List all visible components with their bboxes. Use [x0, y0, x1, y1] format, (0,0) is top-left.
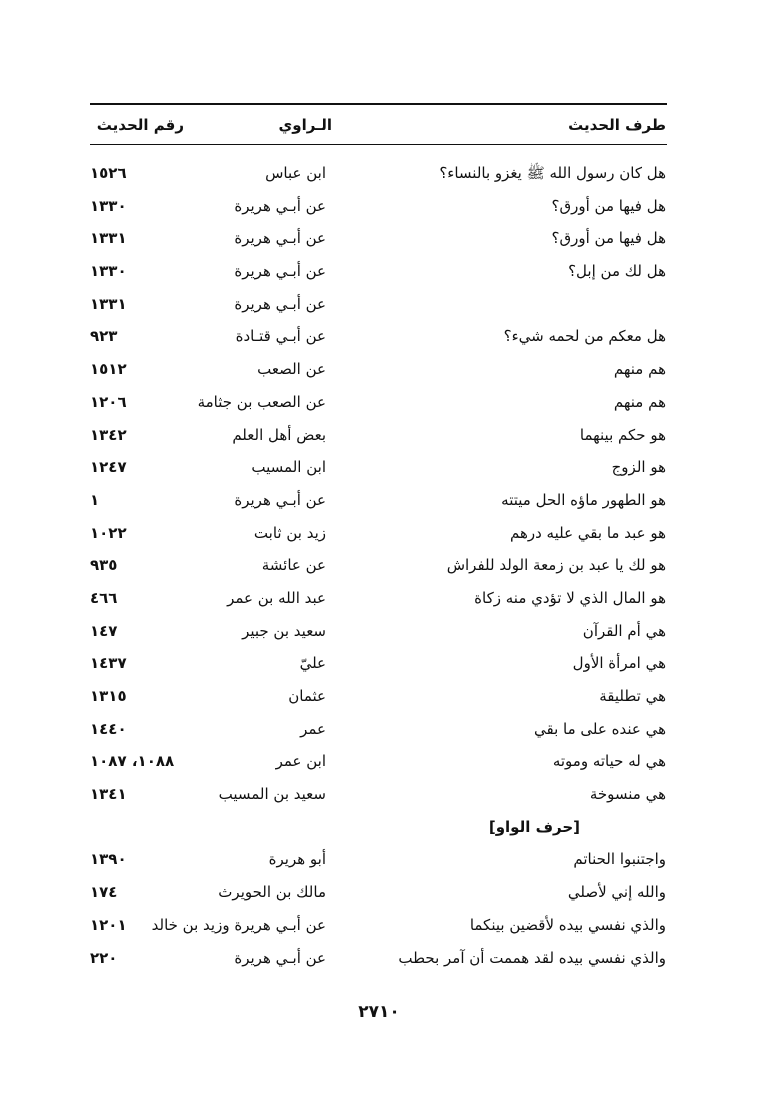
table-row	[90, 944, 666, 977]
number-cell: ١٣٩٠	[90, 850, 127, 869]
table-header	[90, 116, 666, 140]
table-row	[90, 780, 666, 813]
narrator-cell: عن الصعب بن جثامة	[197, 392, 326, 411]
hadith-cell: [حرف الواو]	[488, 817, 580, 836]
narrator-cell: بعض أهل العلم	[232, 425, 326, 444]
number-cell: ١٣١٥	[90, 687, 127, 705]
narrator-cell: عن أبـي قتـادة	[235, 327, 326, 346]
hadith-cell: هم منهم	[613, 392, 666, 411]
hadith-cell: هي امرأة الأول	[572, 654, 666, 673]
number-cell: ١٢٠١	[90, 915, 127, 934]
hadith-cell: والذي نفسي بيده لقد هممت أن آمر بحطب	[398, 948, 666, 967]
narrator-cell: عن أبـي هريرة	[234, 948, 326, 967]
number-cell: ١٤٤٠	[90, 719, 127, 738]
header-rule	[90, 144, 667, 145]
header-number: رقم الحديث	[96, 116, 184, 134]
narrator-cell: زيد بن ثابت	[253, 523, 326, 542]
narrator-cell: عن أبـي هريرة	[234, 196, 326, 215]
number-cell: ١٢٤٧	[90, 458, 127, 477]
hadith-cell: هل لك من إبل؟	[568, 262, 666, 281]
number-cell: ٢٢٠	[90, 948, 118, 967]
narrator-cell: عن أبـي هريرة	[234, 262, 326, 281]
table-row	[90, 355, 666, 388]
number-cell: ١٣٣١	[90, 294, 127, 313]
number-cell: ١٤٧	[90, 621, 118, 640]
table-row	[90, 486, 666, 519]
number-cell: ٤٦٦	[90, 588, 118, 607]
number-cell: ١٢٠٦	[90, 392, 127, 411]
table-row	[90, 878, 666, 911]
header-hadith: طرف الحديث	[568, 116, 666, 134]
hadith-cell: والله إني لأصلي	[567, 883, 666, 902]
number-cell: ٩٣٥	[90, 556, 118, 575]
hadith-cell: هو لك يا عبد بن زمعة الولد للفراش	[446, 556, 666, 575]
number-cell: ١٤٣٧	[90, 654, 127, 673]
narrator-cell: عن الصعب	[257, 360, 326, 379]
number-cell: ١٧٤	[90, 883, 118, 902]
top-rule	[90, 103, 667, 105]
table-row	[90, 682, 666, 715]
number-cell: ١٥٢٦	[90, 164, 127, 182]
hadith-cell: هو الطهور ماؤه الحل ميتته	[501, 490, 666, 509]
narrator-cell: ابن عمر	[275, 752, 326, 771]
number-cell: ١٣٣٠	[90, 196, 127, 215]
table-row	[90, 388, 666, 421]
narrator-cell: ابن المسيب	[251, 458, 326, 477]
narrator-cell: عن أبـي هريرة	[234, 294, 326, 313]
hadith-cell: هو المال الذي لا تؤدي منه زكاة	[474, 588, 666, 607]
table-row	[90, 584, 666, 617]
table-row	[90, 257, 666, 290]
narrator-cell: عن أبـي هريرة وزيد بن خالد	[151, 915, 326, 934]
table-row	[90, 911, 666, 944]
narrator-cell: عن أبـي هريرة	[234, 490, 326, 509]
table-row	[90, 290, 666, 323]
number-cell: ١٣٣٠	[90, 262, 127, 281]
number-cell: ١	[90, 490, 100, 509]
number-cell: ١٠٨٨، ١٠٨٧	[90, 752, 175, 771]
hadith-cell: هي عنده على ما بقي	[534, 719, 666, 738]
table-row	[90, 192, 666, 225]
number-cell: ١٠٢٢	[90, 523, 127, 542]
number-cell: ١٣٤٢	[90, 425, 127, 444]
number-cell: ٩٢٣	[90, 327, 118, 346]
narrator-cell: عبد الله بن عمر	[227, 588, 326, 607]
number-cell: ١٣٣١	[90, 229, 127, 248]
table-row	[90, 617, 666, 650]
hadith-cell: هو عبد ما بقي عليه درهم	[509, 523, 666, 542]
table-row	[90, 453, 666, 486]
header-narrator: الـراوي	[278, 116, 332, 134]
hadith-cell: هل معكم من لحمه شيء؟	[503, 327, 666, 346]
table-row	[90, 551, 666, 584]
table-row	[90, 224, 666, 257]
table-row	[90, 649, 666, 682]
narrator-cell: عثمان	[288, 687, 326, 705]
table-row	[90, 519, 666, 552]
section-heading-row	[90, 813, 666, 846]
narrator-cell: عمر	[300, 719, 326, 738]
page-number: ٢٧١٠	[358, 1002, 400, 1022]
narrator-cell: عن أبـي هريرة	[234, 229, 326, 248]
narrator-cell: عن عائشة	[261, 556, 326, 575]
narrator-cell: أبو هريرة	[268, 850, 326, 869]
number-cell: ١٣٤١	[90, 785, 127, 804]
hadith-cell: هو الزوج	[611, 458, 666, 477]
table-body	[90, 159, 666, 976]
hadith-cell: هي له حياته وموته	[552, 752, 666, 771]
hadith-cell: هل فيها من أورق؟	[551, 229, 666, 248]
hadith-cell: هي أم القرآن	[582, 621, 666, 640]
hadith-cell: واجتنبوا الحناتم	[573, 850, 666, 869]
hadith-cell: هو حكم بينهما	[579, 425, 666, 444]
narrator-cell: عليّ	[299, 654, 326, 673]
table-row	[90, 421, 666, 454]
hadith-cell: هي منسوخة	[589, 785, 666, 804]
hadith-cell: هل كان رسول الله ﷺ يغزو بالنساء؟	[439, 164, 666, 182]
hadith-cell: هل فيها من أورق؟	[551, 196, 666, 215]
hadith-cell: والذي نفسي بيده لأقضين بينكما	[469, 915, 666, 934]
narrator-cell: ابن عباس	[265, 164, 326, 182]
narrator-cell: سعيد بن المسيب	[218, 785, 326, 804]
table-row	[90, 747, 666, 780]
narrator-cell: سعيد بن جبير	[242, 621, 326, 640]
hadith-cell: هي تطليقة	[599, 687, 666, 705]
number-cell: ١٥١٢	[90, 360, 127, 379]
table-row	[90, 159, 666, 192]
table-row	[90, 322, 666, 355]
table-row	[90, 845, 666, 878]
narrator-cell: مالك بن الحويرث	[218, 883, 326, 902]
table-row	[90, 715, 666, 748]
hadith-cell: هم منهم	[613, 360, 666, 379]
